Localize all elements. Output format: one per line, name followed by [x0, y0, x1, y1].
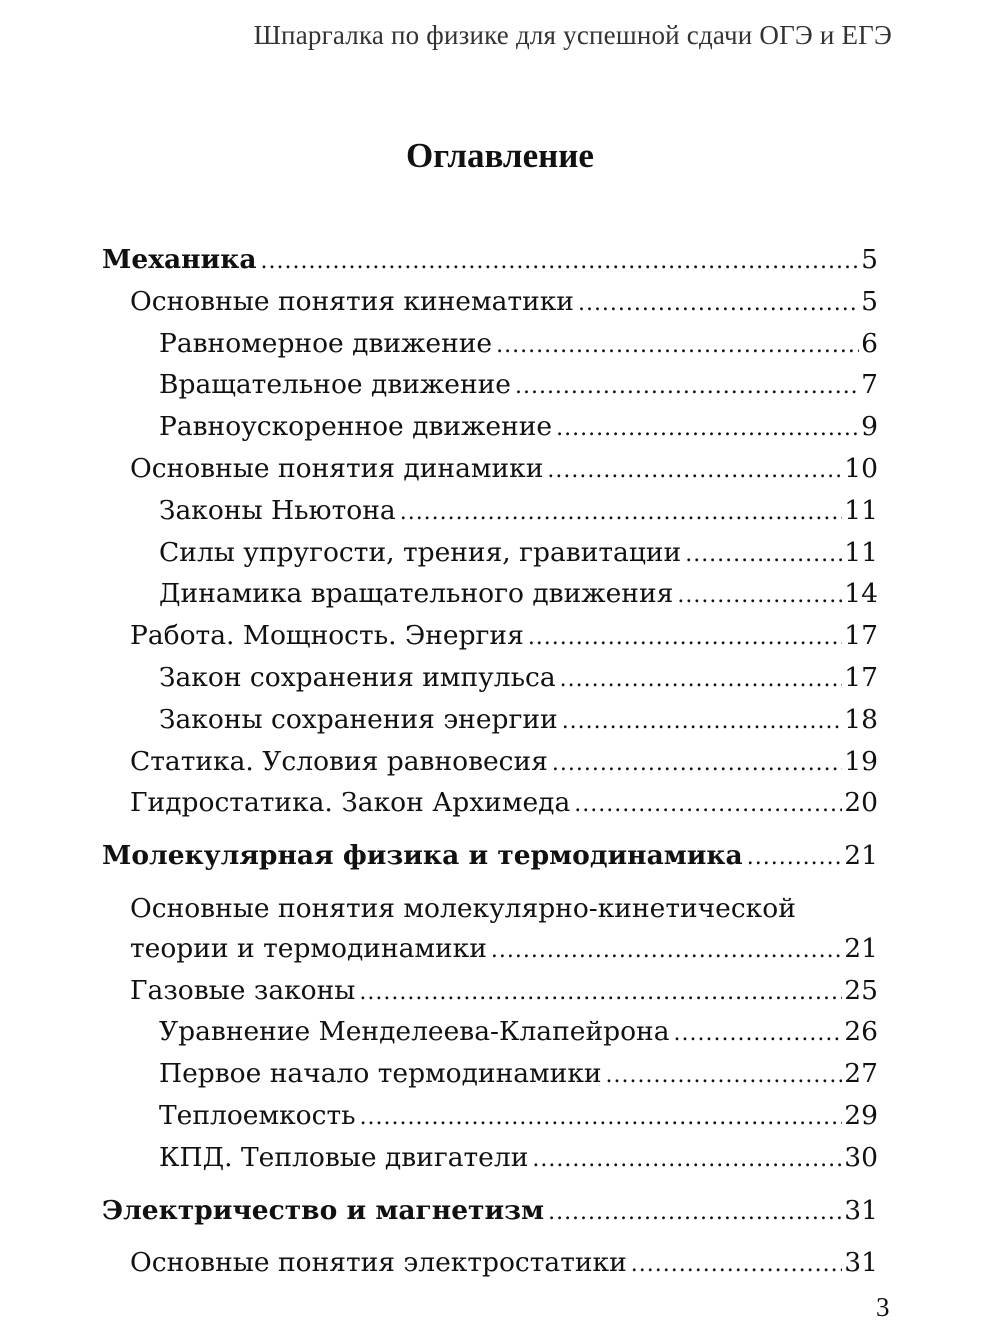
- leader-dots: [677, 576, 842, 616]
- leader-dots: [548, 1193, 842, 1233]
- leader-dots: [532, 1140, 842, 1180]
- toc-entry-title: Закон сохранения импульса: [159, 661, 556, 693]
- toc-entry[interactable]: [102, 1096, 878, 1138]
- toc-entry-page: 21: [844, 840, 878, 872]
- toc-entry-page: 11: [844, 494, 878, 526]
- leader-dots: [674, 1014, 843, 1054]
- leader-dots: [631, 1245, 842, 1285]
- toc-entry-title: Первое начало термодинамики: [159, 1058, 602, 1090]
- leader-dots: [261, 242, 860, 282]
- toc-entry[interactable]: [102, 1012, 878, 1054]
- toc-entry-page: 6: [861, 327, 878, 359]
- toc-entry[interactable]: [102, 365, 878, 407]
- toc-entry[interactable]: [102, 1138, 878, 1180]
- toc-entry[interactable]: [102, 449, 878, 491]
- toc-entry-title: Газовые законы: [130, 974, 356, 1006]
- toc-entry[interactable]: [102, 658, 878, 700]
- toc-entry-title: Законы сохранения энергии: [159, 703, 558, 735]
- toc-entry[interactable]: [102, 971, 878, 1013]
- toc-entry[interactable]: [102, 282, 878, 324]
- toc-entry[interactable]: [102, 783, 878, 825]
- leader-dots: [556, 409, 859, 449]
- toc-entry-page: 7: [861, 369, 878, 401]
- running-header: Шпаргалка по физике для успешной сдачи ОГЭ и ЕГЭ: [253, 20, 892, 50]
- toc-entry[interactable]: [102, 1054, 878, 1096]
- toc-entry-page: 30: [844, 1141, 878, 1173]
- toc-entry[interactable]: [102, 574, 878, 616]
- toc-entry-page: 5: [861, 244, 878, 275]
- toc-entry-page: 18: [844, 703, 878, 735]
- leader-dots: [491, 931, 842, 971]
- toc-entry[interactable]: [102, 491, 878, 533]
- toc-entry-page: 21: [844, 932, 878, 964]
- toc-section-molecular-physics[interactable]: [102, 836, 878, 878]
- toc-entry[interactable]: [102, 407, 878, 449]
- toc-entry-first-line[interactable]: [102, 889, 878, 929]
- leader-dots: [685, 535, 842, 575]
- leader-dots: [547, 451, 842, 491]
- toc-section-mechanics[interactable]: [102, 240, 878, 282]
- toc-entry-page: 17: [844, 620, 878, 652]
- toc-entry-title: Равноускоренное движение: [159, 411, 553, 443]
- toc-entry-page: 14: [844, 578, 878, 610]
- toc-entry-title: Равномерное движение: [159, 327, 493, 359]
- toc-entry-title: Гидростатика. Закон Архимеда: [130, 787, 571, 819]
- toc-entry-page: 5: [861, 285, 878, 317]
- toc-entry-page: 27: [844, 1058, 878, 1090]
- toc-entry[interactable]: [102, 700, 878, 742]
- toc-entry[interactable]: [102, 742, 878, 784]
- leader-dots: [496, 326, 859, 366]
- toc-entry-page: 29: [844, 1099, 878, 1131]
- leader-dots: [552, 744, 842, 784]
- leader-dots: [560, 660, 843, 700]
- toc-section-electricity-magnetism[interactable]: [102, 1191, 878, 1233]
- toc-entry-title: Работа. Мощность. Энергия: [130, 620, 524, 652]
- toc-entry-title: Механика: [102, 244, 257, 275]
- leader-dots: [606, 1056, 843, 1096]
- toc-entry-page: 25: [844, 974, 878, 1006]
- leader-dots: [562, 702, 843, 742]
- toc-entry-title: Статика. Условия равновесия: [130, 745, 548, 777]
- toc-entry-title: Законы Ньютона: [159, 494, 396, 526]
- toc-entry-title: Электричество и магнетизм: [102, 1194, 545, 1226]
- toc-entry-title: Теплоемкость: [159, 1099, 356, 1131]
- toc-entry-page: 9: [861, 411, 878, 443]
- toc-entry-title: КПД. Тепловые двигатели: [159, 1141, 529, 1173]
- toc-entry-title: Силы упругости, трения, гравитации: [159, 536, 682, 568]
- toc-entry-title: Основные понятия кинематики: [130, 285, 574, 317]
- toc-entry-title: теории и термодинамики: [130, 932, 487, 964]
- toc-entry[interactable]: [102, 324, 878, 366]
- toc-entry-title: Вращательное движение: [159, 369, 511, 401]
- toc-entry[interactable]: [102, 616, 878, 658]
- toc-entry-title: Уравнение Менделеева-Клапейрона: [159, 1016, 670, 1048]
- toc-entry-page: 31: [844, 1194, 878, 1226]
- leader-dots: [359, 973, 842, 1013]
- toc-entry-page: 31: [844, 1247, 878, 1279]
- toc-entry-page: 26: [844, 1016, 878, 1048]
- toc-entry-page: 19: [844, 745, 878, 777]
- leader-dots: [515, 367, 859, 407]
- toc-entry-page: 10: [844, 452, 878, 484]
- toc-entry-title: Основные понятия молекулярно-кинетической: [130, 892, 796, 924]
- toc-entry-page: 17: [844, 661, 878, 693]
- leader-dots: [528, 618, 842, 658]
- toc-entry-title: Основные понятия электростатики: [130, 1247, 627, 1279]
- leader-dots: [574, 785, 842, 825]
- leader-dots: [747, 838, 843, 878]
- toc-entry-title: Динамика вращательного движения: [159, 578, 674, 610]
- leader-dots: [400, 493, 843, 533]
- page-number: 3: [876, 1292, 890, 1322]
- toc-entry-page: 20: [844, 787, 878, 819]
- toc-entry-title: Основные понятия динамики: [130, 452, 544, 484]
- toc-entry-page: 11: [844, 536, 878, 568]
- table-of-contents: [102, 240, 878, 1285]
- leader-dots: [360, 1098, 843, 1138]
- toc-entry-title: Молекулярная физика и термодинамика: [102, 840, 743, 872]
- toc-entry[interactable]: [102, 1243, 878, 1285]
- leader-dots: [578, 284, 859, 324]
- toc-entry[interactable]: [102, 929, 878, 971]
- toc-entry[interactable]: [102, 533, 878, 575]
- page-title: Оглавление: [406, 136, 594, 175]
